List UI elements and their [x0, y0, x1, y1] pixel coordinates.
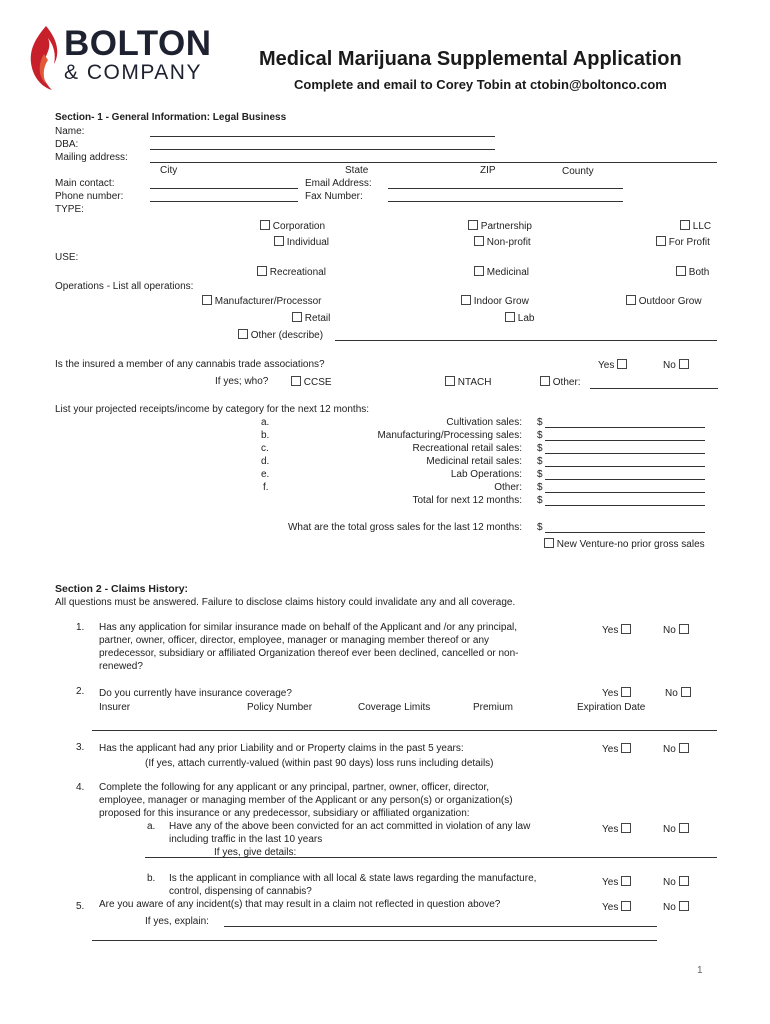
ops-manufacturer-checkbox[interactable]: Manufacturer/Processor: [202, 295, 322, 307]
q4b-line: control, dispensing of cannabis?: [169, 886, 312, 897]
mailing-address-field[interactable]: [150, 162, 717, 163]
main-contact-label: Main contact:: [55, 178, 115, 189]
gross-dollar: $: [537, 522, 543, 533]
ops-other-checkbox[interactable]: Other (describe): [238, 329, 323, 341]
q5-explain-label: If yes, explain:: [145, 916, 209, 927]
receipt-amount-field[interactable]: [545, 440, 705, 441]
page-number: 1: [697, 965, 703, 976]
logo-line1: BOLTON: [64, 24, 212, 63]
q4a-letter: a.: [147, 821, 156, 832]
page-title: Medical Marijuana Supplemental Application: [259, 48, 682, 70]
flame-logo-icon: [26, 24, 62, 92]
q4b-letter: b.: [147, 873, 156, 884]
type-partnership-checkbox[interactable]: Partnership: [468, 220, 532, 232]
q1-no-checkbox[interactable]: No: [663, 624, 689, 636]
ops-other-describe-field[interactable]: [335, 340, 717, 341]
receipt-total-field[interactable]: [545, 505, 705, 506]
section2-intro: All questions must be answered. Failure to disclose claims history could invalidate any and all coverage.: [55, 597, 516, 608]
assoc-ccse-checkbox[interactable]: CCSE: [291, 376, 332, 388]
email-label: Email Address:: [305, 178, 372, 189]
q4-line: employee, manager or managing member of the Applicant or any person(s) or organization(s): [99, 795, 513, 806]
receipt-amount-field[interactable]: [545, 453, 705, 454]
q4b-yes-checkbox[interactable]: Yes: [602, 876, 631, 888]
fax-field[interactable]: [388, 201, 623, 202]
receipt-dollar: $: [537, 495, 543, 506]
type-label: TYPE:: [55, 204, 84, 215]
receipt-amount-field[interactable]: [545, 466, 705, 467]
receipt-label: Cultivation sales:: [446, 417, 522, 428]
receipt-label: Other:: [494, 482, 522, 493]
use-medicinal-checkbox[interactable]: Medicinal: [474, 266, 529, 278]
mailing-label: Mailing address:: [55, 152, 128, 163]
q3-subtext: (If yes, attach currently-valued (within past 90 days) loss runs including details): [145, 758, 494, 769]
q5-explain-field[interactable]: [224, 926, 657, 927]
receipt-dollar: $: [537, 430, 543, 441]
q4-line: proposed for this insurance or any predecessor, subsidiary or affiliated organization:: [99, 808, 470, 819]
q5-explain-field-2[interactable]: [92, 940, 657, 941]
receipt-letter: c.: [261, 443, 269, 454]
assoc-other-field[interactable]: [590, 388, 718, 389]
main-contact-field[interactable]: [150, 188, 298, 189]
q5-no-checkbox[interactable]: No: [663, 901, 689, 913]
receipt-dollar: $: [537, 482, 543, 493]
operations-label: Operations - List all operations:: [55, 281, 194, 292]
q2-yes-checkbox[interactable]: Yes: [602, 687, 631, 699]
logo-line2: & COMPANY: [64, 61, 202, 84]
q2-number: 2.: [76, 686, 85, 697]
q4a-line: Have any of the above been convicted for an act committed in violation of any law: [169, 821, 531, 832]
q5-text: Are you aware of any incident(s) that may result in a claim not reflected in question above?: [99, 899, 501, 910]
phone-field[interactable]: [150, 201, 298, 202]
ops-retail-checkbox[interactable]: Retail: [292, 312, 330, 324]
q4a-detail-field[interactable]: [145, 857, 717, 858]
receipt-dollar: $: [537, 456, 543, 467]
receipt-dollar: $: [537, 417, 543, 428]
receipt-letter: d.: [261, 456, 270, 467]
new-venture-checkbox[interactable]: New Venture-no prior gross sales: [544, 538, 705, 550]
type-llc-checkbox[interactable]: LLC: [680, 220, 711, 232]
page-subtitle: Complete and email to Corey Tobin at ctobin@boltonco.com: [294, 77, 667, 92]
type-nonprofit-checkbox[interactable]: Non-profit: [474, 236, 531, 248]
assoc-other-checkbox[interactable]: Other:: [540, 376, 581, 388]
type-corporation-checkbox[interactable]: Corporation: [260, 220, 325, 232]
q2-text: Do you currently have insurance coverage?: [99, 688, 292, 699]
q1-line: partner, owner, officer, director, employee, manager or managing member thereof or any: [99, 635, 490, 646]
section2-heading: Section 2 - Claims History:: [55, 583, 189, 595]
receipt-label: Recreational retail sales:: [412, 443, 522, 454]
q5-yes-checkbox[interactable]: Yes: [602, 901, 631, 913]
q2-no-checkbox[interactable]: No: [665, 687, 691, 699]
q1-yes-checkbox[interactable]: Yes: [602, 624, 631, 636]
receipts-heading: List your projected receipts/income by category for the next 12 months:: [55, 404, 370, 415]
q3-yes-checkbox[interactable]: Yes: [602, 743, 631, 755]
type-forprofit-checkbox[interactable]: For Profit: [656, 236, 710, 248]
gross-sales-question: What are the total gross sales for the last 12 months:: [287, 522, 522, 533]
ops-lab-checkbox[interactable]: Lab: [505, 312, 534, 324]
receipt-letter: f.: [263, 482, 269, 493]
use-both-checkbox[interactable]: Both: [676, 266, 709, 278]
q1-number: 1.: [76, 622, 85, 633]
q2-col-expiration: Expiration Date: [577, 702, 646, 713]
q4a-detail-label: If yes, give details:: [214, 847, 297, 858]
name-label: Name:: [55, 126, 85, 137]
receipt-letter: e.: [261, 469, 270, 480]
ops-indoor-grow-checkbox[interactable]: Indoor Grow: [461, 295, 529, 307]
q4a-no-checkbox[interactable]: No: [663, 823, 689, 835]
if-yes-who-label: If yes; who?: [215, 376, 269, 387]
q5-number: 5.: [76, 901, 85, 912]
q1-line: predecessor, subsidiary or affiliated Organization thereof ever been declined, cancelled or non-: [99, 648, 519, 659]
receipt-total-label: Total for next 12 months:: [412, 495, 522, 506]
receipt-letter: a.: [261, 417, 270, 428]
q4-number: 4.: [76, 782, 85, 793]
q4b-line: Is the applicant in compliance with all local & state laws regarding the manufacture,: [169, 873, 537, 884]
city-caption: City: [160, 165, 178, 176]
assoc-question: Is the insured a member of any cannabis trade associations?: [55, 359, 325, 370]
assoc-yes-checkbox[interactable]: Yes: [598, 359, 627, 371]
q3-no-checkbox[interactable]: No: [663, 743, 689, 755]
q3-text: Has the applicant had any prior Liability and or Property claims in the past 5 years:: [99, 743, 464, 754]
receipt-amount-field[interactable]: [545, 492, 705, 493]
receipt-amount-field[interactable]: [545, 479, 705, 480]
section1-heading: Section- 1 - General Information: Legal Business: [55, 112, 287, 123]
receipt-dollar: $: [537, 443, 543, 454]
receipt-amount-field[interactable]: [545, 427, 705, 428]
q4a-line: including traffic in the last 10 years: [169, 834, 323, 845]
q2-col-insurer: Insurer: [99, 702, 131, 713]
receipt-letter: b.: [261, 430, 270, 441]
county-caption: County: [562, 166, 594, 177]
dba-field[interactable]: [150, 149, 495, 150]
receipt-label: Medicinal retail sales:: [426, 456, 522, 467]
use-label: USE:: [55, 252, 79, 263]
email-field[interactable]: [388, 188, 623, 189]
dba-label: DBA:: [55, 139, 79, 150]
q2-col-policy: Policy Number: [247, 702, 313, 713]
ops-outdoor-grow-checkbox[interactable]: Outdoor Grow: [626, 295, 702, 307]
receipt-dollar: $: [537, 469, 543, 480]
q3-number: 3.: [76, 742, 85, 753]
assoc-ntach-checkbox[interactable]: NTACH: [445, 376, 491, 388]
q1-line: renewed?: [99, 661, 143, 672]
q2-col-limits: Coverage Limits: [358, 702, 431, 713]
q1-line: Has any application for similar insurance made on behalf of the Applicant and /or any principal,: [99, 622, 518, 633]
q2-col-premium: Premium: [473, 702, 514, 713]
receipt-label: Manufacturing/Processing sales:: [377, 430, 522, 441]
phone-label: Phone number:: [55, 191, 124, 202]
state-caption: State: [345, 165, 369, 176]
q4a-yes-checkbox[interactable]: Yes: [602, 823, 631, 835]
receipt-label: Lab Operations:: [450, 469, 522, 480]
zip-caption: ZIP: [480, 165, 496, 176]
q2-coverage-line[interactable]: [92, 730, 717, 731]
use-recreational-checkbox[interactable]: Recreational: [257, 266, 326, 278]
q4-line: Complete the following for any applicant or any principal, partner, owner, officer, director,: [99, 782, 490, 793]
type-individual-checkbox[interactable]: Individual: [274, 236, 329, 248]
fax-label: Fax Number:: [305, 191, 363, 202]
name-field[interactable]: [150, 136, 495, 137]
q4b-no-checkbox[interactable]: No: [663, 876, 689, 888]
gross-sales-field[interactable]: [545, 532, 705, 533]
assoc-no-checkbox[interactable]: No: [663, 359, 689, 371]
